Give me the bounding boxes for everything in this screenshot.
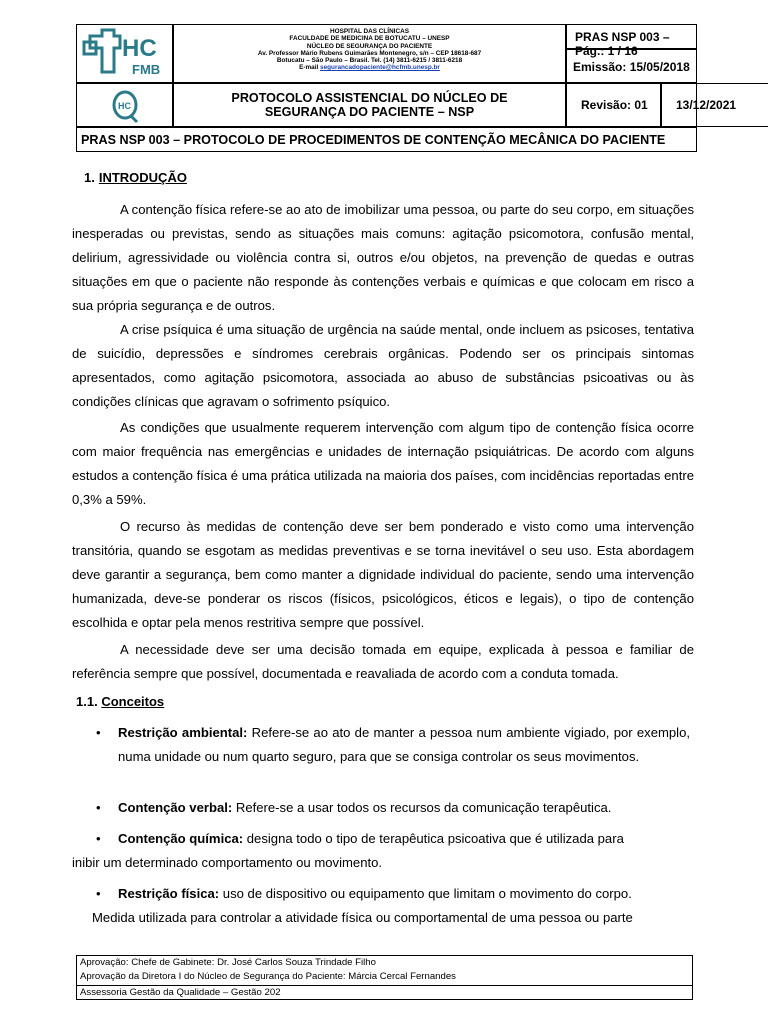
- hospital-line: HOSPITAL DAS CLÍNICAS: [330, 28, 409, 35]
- email-line: [174, 64, 565, 71]
- protocol-title-cell: [173, 83, 566, 127]
- hc-fmb-logo: [80, 28, 168, 80]
- protocol-title-line2: SEGURANÇA DO PACIENTE – NSP: [264, 105, 475, 119]
- term: Restrição ambiental:: [118, 725, 248, 740]
- section-title: Conceitos: [101, 694, 165, 709]
- list-item-continuation: Medida utilizada para controlar a atividade física ou comportamental de uma pessoa ou parte: [92, 910, 633, 925]
- definition: Refere-se ao ato de manter a pessoa num ambiente vigiado, por exemplo, numa unidade ou num quarto seguro, para que se consiga controlar os seus movimentos.: [118, 725, 691, 765]
- term: Contenção verbal:: [118, 800, 233, 815]
- document-header: [76, 24, 737, 152]
- full-title-cell: [77, 127, 697, 152]
- full-protocol-title: PRAS NSP 003 – PROTOCOLO DE PROCEDIMENTOS DE CONTENÇÃO MECÂNICA DO PACIENTE: [81, 133, 666, 147]
- doc-code: PRAS NSP 003 – Pág.: 1 / 16: [575, 30, 670, 58]
- section-title: INTRODUÇÃO: [98, 170, 187, 185]
- bullet-icon: •: [96, 831, 101, 846]
- term: Restrição física:: [118, 886, 220, 901]
- revision-date-cell: [661, 83, 768, 127]
- revision-number: Revisão: 01: [581, 98, 648, 112]
- section-1-heading: [84, 170, 187, 185]
- bullet-icon: •: [96, 725, 101, 740]
- list-item-text: [118, 882, 690, 906]
- bullet-icon: •: [96, 886, 101, 901]
- section-1-1-heading: [76, 694, 164, 709]
- list-item-continuation: inibir um determinado comportamento ou movimento.: [72, 855, 383, 870]
- quality-q-logo: [97, 88, 153, 124]
- list-item-text: [118, 796, 690, 820]
- revision-cell: [566, 83, 661, 127]
- protocol-title: [174, 91, 565, 119]
- paragraph: A necessidade deve ser uma decisão tomada em equipe, explicada à pessoa e familiar de referência sempre que possível, documentada e reavaliada de acordo com a conduta tomada.: [72, 642, 694, 682]
- paragraph: A contenção física refere-se ao ato de imobilizar uma pessoa, ou parte do seu corpo, em situações inesperadas ou previstas, sendo as situações mais comuns: agitação psicomotora, confusão mental, delirium, agressividade ou violência contra si, outros e/ou objetos, na prevenção de quedas e outras situações em que o paciente não responde às contenções verbais e químicas e que colocam em risco a sua própria segurança e de outros.: [72, 202, 694, 314]
- hospital-line: NÚCLEO DE SEGURANÇA DO PACIENTE: [306, 42, 433, 50]
- approval-line: Aprovação: Chefe de Gabinete: Dr. José Carlos Souza Trindade Filho: [80, 957, 376, 968]
- email-link[interactable]: segurancadopaciente@hcfmb.unesp.br: [320, 64, 440, 72]
- doc-code-cell: [566, 25, 697, 58]
- paragraph: A crise psíquica é uma situação de urgência na saúde mental, onde incluem as psicoses, tentativa de suicídio, depressões e síndromes cerebrais orgânicas. Podendo ser os principais sintomas apresentados, como agitação psicomotora, associada ao abuso de substâncias psicoativas ou às condições clínicas que agravam o sofrimento psíquico.: [72, 322, 694, 410]
- hospital-info-cell: [173, 25, 566, 83]
- definition: Refere-se a usar todos os recursos da comunicação terapêutica.: [232, 800, 612, 815]
- advisory-line: Assessoria Gestão da Qualidade – Gestão 202: [77, 985, 692, 1000]
- emission-date: Emissão: 15/05/2018: [573, 60, 690, 74]
- approval-footer: [76, 955, 693, 1000]
- quality-logo-cell: [77, 83, 173, 127]
- hospital-line: Av. Professor Mário Rubens Guimarães Montenegro, s/n – CEP 18618-687: [257, 49, 482, 57]
- section-number: 1.: [84, 170, 95, 185]
- protocol-title-line1: PROTOCOLO ASSISTENCIAL DO NÚCLEO DE: [231, 91, 508, 105]
- list-item-text: [118, 827, 690, 851]
- hospital-line: FACULDADE DE MEDICINA DE BOTUCATU – UNESP: [289, 35, 450, 43]
- hospital-line: Botucatu – São Paulo – Brasil. Tel. (14) 3811-6215 / 3811-6218: [276, 57, 463, 65]
- logo-q-hc-text: HC: [118, 101, 131, 111]
- paragraph: O recurso às medidas de contenção deve ser bem ponderado e visto como uma intervenção transitória, quando se esgotam as medidas preventivas e se torna inevitável o seu uso. Esta abordagem deve garantir a segurança, bem como manter a dignidade individual do paciente, sendo uma intervenção humanizada, deve-se ponderar os riscos (físicos, psicológicos, éticos e legais), o tipo de contenção escolhida e optar pela menos restritiva sempre que possível.: [72, 519, 694, 631]
- logo-hc-text: HC: [122, 35, 157, 62]
- definition: designa todo o tipo de terapêutica psicoativa que é utilizada para: [243, 831, 624, 846]
- definition: uso de dispositivo ou equipamento que limitam o movimento do corpo.: [219, 886, 632, 901]
- approval-line: Aprovação da Diretora I do Núcleo de Segurança do Paciente: Márcia Cercal Fernandes: [80, 971, 456, 982]
- emission-cell: [566, 49, 697, 83]
- section-number: 1.1.: [76, 694, 98, 709]
- term: Contenção química:: [118, 831, 244, 846]
- bullet-icon: •: [96, 800, 101, 815]
- logo-fmb-text: FMB: [132, 62, 161, 77]
- hc-fmb-logo-cell: [77, 25, 173, 83]
- paragraph: As condições que usualmente requerem intervenção com algum tipo de contenção física ocorre com maior frequência nas emergências e unidades de internação psiquiátricas. De acordo com alguns estudos a contenção física é uma prática utilizada na maioria dos países, com incidências reportadas entre 0,3% a 59%.: [72, 420, 694, 508]
- revision-date: 13/12/2021: [676, 98, 737, 112]
- list-item-text: [118, 721, 690, 769]
- hospital-info: [174, 28, 565, 72]
- email-label: E-mail: [299, 64, 321, 72]
